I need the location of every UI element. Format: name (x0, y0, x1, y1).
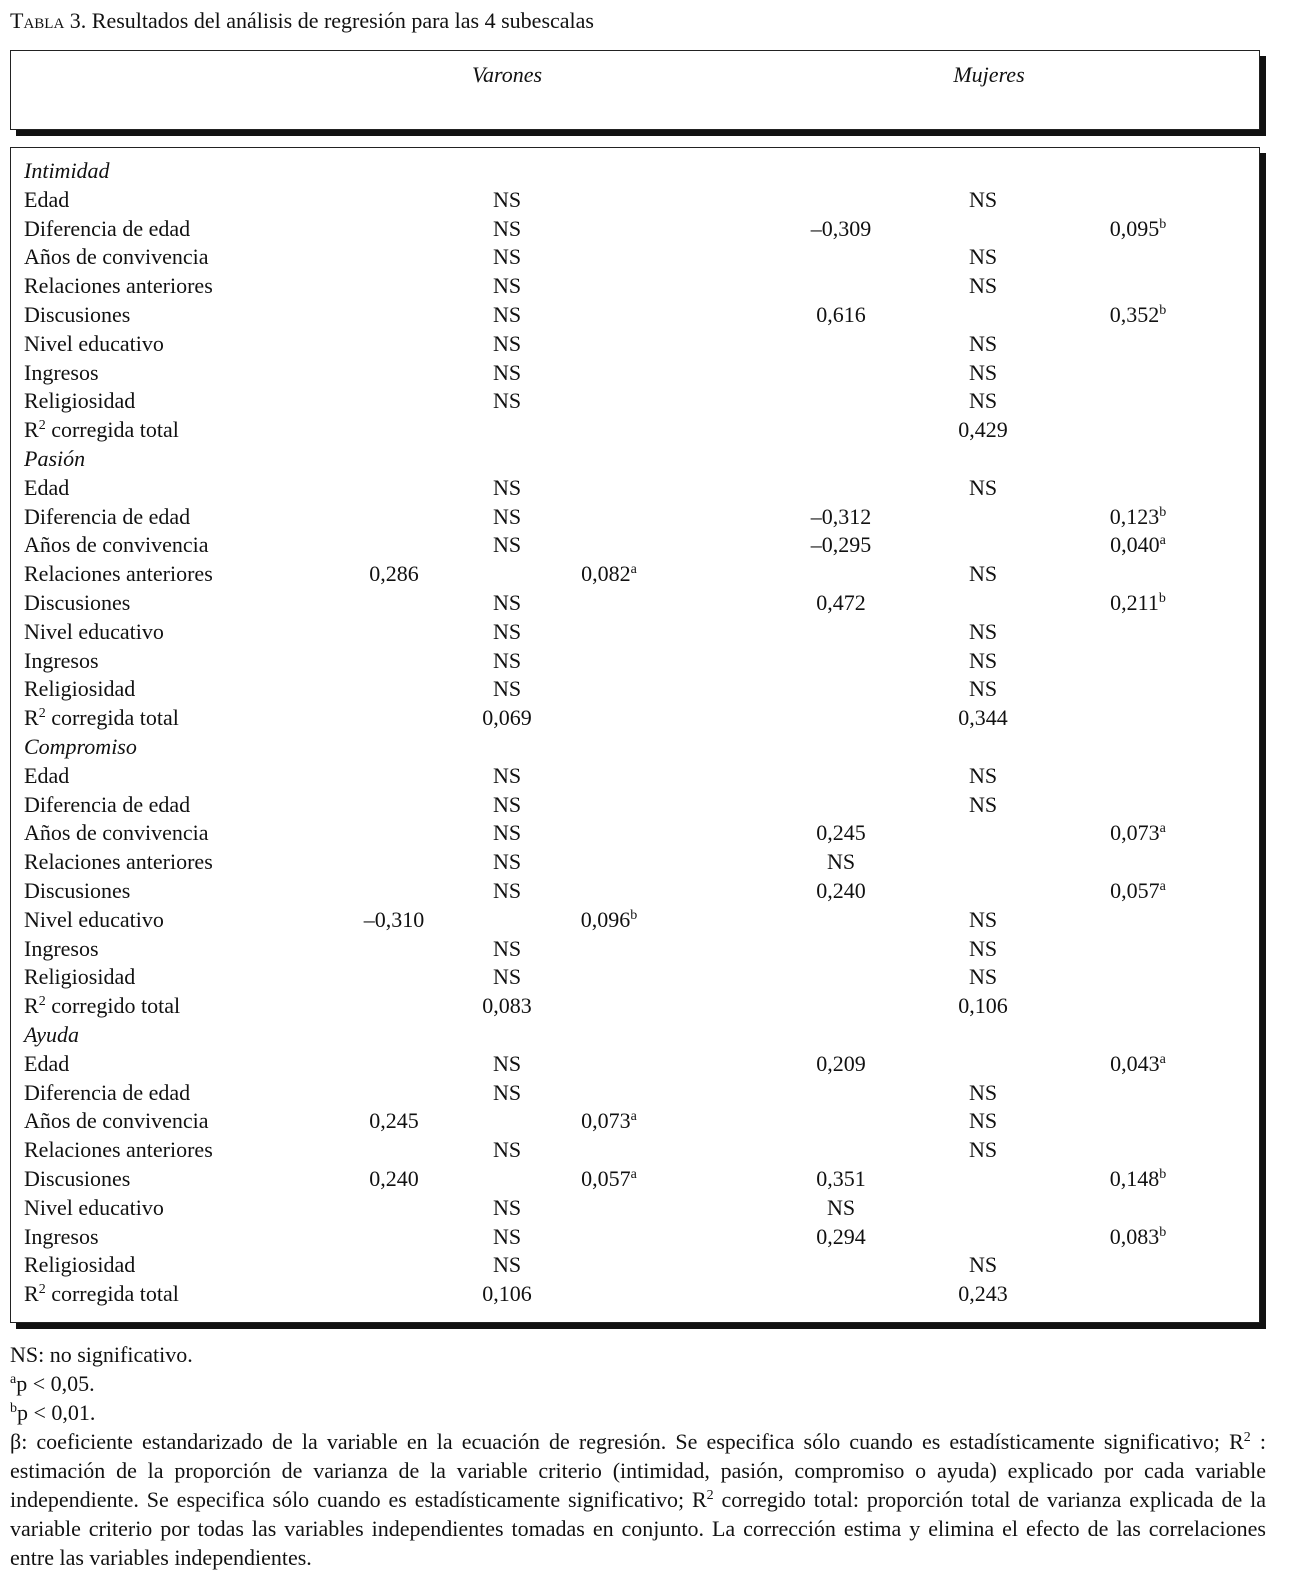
cell-v-ns: NS (492, 820, 522, 846)
row-label: Relaciones anteriores (24, 561, 213, 587)
row-label: Diferencia de edad (24, 791, 191, 817)
cell-m-r2: 0,352$^b$ (1109, 302, 1167, 327)
cell-m-ns: NS (968, 273, 998, 299)
cell-m-b: 0,351 (816, 1166, 866, 1191)
cell-m-ns: NS (968, 964, 998, 990)
table-row (11, 329, 1259, 358)
section-label: Pasión (24, 446, 86, 471)
table-row (11, 386, 1259, 415)
table-row (11, 588, 1259, 617)
cell-v-ns: NS (492, 1137, 522, 1163)
note-a: $^a$p < 0,05. (10, 1371, 95, 1396)
cell-m-b: NS (826, 849, 856, 875)
table-row (11, 358, 1259, 387)
cell-m-ns: NS (968, 906, 998, 932)
cell-m-ns: NS (968, 676, 998, 702)
row-label: Edad (24, 1050, 70, 1076)
row-label: Discusiones (24, 590, 131, 615)
cell-v-ns: 0,083 (482, 993, 532, 1019)
cell-m-ns: NS (968, 474, 998, 500)
cell-m-b: 0,472 (816, 590, 866, 615)
table-row (11, 502, 1259, 531)
row-label: Ingresos (24, 935, 99, 961)
table-row (11, 703, 1259, 732)
table-notes (10, 1340, 1266, 1572)
row-label: Religiosidad (24, 964, 136, 990)
cell-m-b: 0,240 (816, 878, 866, 903)
cell-v-b: –0,310 (363, 906, 425, 932)
cell-v-b: 0,245 (369, 1108, 419, 1134)
cell-v-ns: NS (492, 532, 522, 558)
table-body (10, 147, 1260, 1323)
cell-v-r2: 0,096$^b$ (580, 906, 638, 932)
cell-m-r2: 0,043$^a$ (1110, 1050, 1166, 1076)
table-row (11, 1279, 1259, 1308)
row-label: Nivel educativo (24, 330, 164, 356)
cell-m-ns: NS (968, 561, 998, 587)
cell-v-ns: 0,106 (482, 1281, 532, 1307)
row-label: Ingresos (24, 647, 99, 673)
cell-v-ns: NS (492, 762, 522, 788)
row-label: Edad (24, 474, 70, 500)
cell-v-ns: NS (492, 1050, 522, 1076)
table-row (11, 1049, 1259, 1078)
cell-m-ns: NS (968, 359, 998, 385)
table-caption-label: Tabla 3. (10, 8, 87, 33)
cell-v-r2: 0,082$^a$ (581, 561, 637, 587)
cell-m-b: 0,616 (816, 302, 866, 327)
cell-v-ns: NS (492, 273, 522, 299)
cell-v-ns: NS (492, 503, 522, 529)
table-row (11, 790, 1259, 819)
cell-v-ns: NS (492, 647, 522, 673)
table-row (11, 1078, 1259, 1107)
table-row (11, 962, 1259, 991)
section-row (11, 156, 1259, 185)
cell-v-ns: NS (492, 878, 522, 903)
note-definitions: β: coeficiente estandarizado de la variable en la ecuación de regresión. Se especifica sólo cuando es estadísticamente significativo; $R^2$ : estimación de la proporción de varianza de la variable criterio (intimidad, pasión, compromiso o ayuda) explicado por cada variable independiente. Se especifica sólo cuando es estadísticamente significativo; $R^2$ corregido total: proporción total de varianza explicada de la variable criterio por todas las variables independientes tomadas en conjunto. La corrección estima y elimina el efecto de las correlaciones entre las variables independientes. (10, 1429, 1267, 1570)
cell-m-ns: NS (968, 618, 998, 644)
table-row (11, 761, 1259, 790)
table-row (11, 1193, 1259, 1222)
cell-v-ns: NS (492, 215, 522, 241)
table-row (11, 415, 1259, 444)
cell-v-ns: 0,069 (482, 705, 532, 731)
table-row (11, 905, 1259, 934)
cell-m-b: 0,294 (816, 1223, 866, 1249)
cell-m-r2: 0,123$^b$ (1109, 503, 1167, 529)
cell-m-ns: NS (968, 244, 998, 270)
row-label: Religiosidad (24, 676, 136, 702)
table-row (11, 617, 1259, 646)
cell-m-r2: 0,040$^a$ (1110, 532, 1166, 558)
row-label: Edad (24, 762, 70, 788)
row-label: Nivel educativo (24, 906, 164, 932)
row-label: Relaciones anteriores (24, 273, 213, 299)
row-label: Años de convivencia (24, 244, 209, 270)
table-row (11, 214, 1259, 243)
table-caption (10, 8, 594, 34)
row-label: $R^2$ corregida total (24, 1281, 179, 1307)
cell-m-r2: 0,057$^a$ (1110, 878, 1166, 903)
table-row (11, 876, 1259, 905)
cell-v-ns: NS (492, 474, 522, 500)
cell-v-b: 0,286 (369, 561, 419, 587)
cell-m-ns: NS (968, 1252, 998, 1278)
note-r2-symbol: R (1229, 1429, 1244, 1454)
note-beta: β: coeficiente estandarizado de la variable en la ecuación de regresión. Se especifica sólo cuando es estadísticamente significativo; (10, 1429, 1220, 1454)
cell-v-ns: NS (492, 244, 522, 270)
row-label: Ingresos (24, 1223, 99, 1249)
table-row (11, 185, 1259, 214)
cell-m-ns: NS (968, 647, 998, 673)
section-label: Intimidad (24, 158, 110, 183)
table-row (11, 1106, 1259, 1135)
cell-v-ns: NS (492, 1223, 522, 1249)
cell-v-ns: NS (492, 964, 522, 990)
note-r2-part1: : estimación de la proporción de varianza de la variable criterio (intimidad, pasión, compromiso o ayuda) explicado por cada variable independiente. Se especifica sólo cuando es estadísticamente significativo; R (10, 1429, 1267, 1512)
cell-m-ns: NS (968, 935, 998, 961)
row-label: Diferencia de edad (24, 1079, 191, 1105)
table-row (11, 1222, 1259, 1251)
table-header (10, 50, 1260, 130)
cell-m-r2: 0,073$^a$ (1110, 820, 1166, 846)
cell-v-ns: NS (492, 388, 522, 414)
cell-v-ns: NS (492, 186, 522, 212)
cell-m-ns: 0,243 (958, 1281, 1008, 1307)
cell-v-ns: NS (492, 935, 522, 961)
cell-m-b: –0,309 (810, 215, 872, 241)
cell-m-ns: NS (968, 388, 998, 414)
section-row (11, 444, 1259, 473)
cell-m-ns: NS (968, 1108, 998, 1134)
table-row (11, 559, 1259, 588)
table-row (11, 242, 1259, 271)
cell-m-b: 0,245 (816, 820, 866, 846)
table-row (11, 1250, 1259, 1279)
table-row (11, 991, 1259, 1020)
row-label: $R^2$ corregida total (24, 417, 179, 443)
cell-v-ns: NS (492, 359, 522, 385)
cell-m-b: –0,295 (810, 532, 872, 558)
cell-v-r2: 0,057$^a$ (581, 1166, 637, 1191)
table-row (11, 847, 1259, 876)
table-row (11, 818, 1259, 847)
table-caption-text: Resultados del análisis de regresión para las 4 subescalas (91, 8, 594, 33)
cell-m-ns: NS (968, 1137, 998, 1163)
cell-v-ns: NS (492, 1194, 522, 1220)
cell-v-r2: 0,073$^a$ (581, 1108, 637, 1134)
table-row (11, 473, 1259, 502)
table-row (11, 530, 1259, 559)
note-b: $^b$p < 0,01. (10, 1400, 96, 1425)
row-label: Diferencia de edad (24, 215, 191, 241)
note-r2-part2: corregido total: proporción total de varianza explicada de la variable criterio por todas las variables independientes tomadas en conjunto. La corrección estima y elimina el efecto de las correlaciones entre las variables independientes. (10, 1487, 1267, 1570)
cell-m-ns: 0,106 (958, 993, 1008, 1019)
section-label: Compromiso (24, 734, 137, 759)
cell-m-b: NS (826, 1194, 856, 1220)
table-row (11, 646, 1259, 675)
cell-v-ns: NS (492, 618, 522, 644)
row-label: Años de convivencia (24, 820, 209, 846)
cell-m-r2: 0,148$^b$ (1109, 1166, 1167, 1191)
cell-v-ns: NS (492, 676, 522, 702)
table-row (11, 1135, 1259, 1164)
row-label: Discusiones (24, 1166, 131, 1191)
cell-m-ns: NS (968, 1079, 998, 1105)
row-label: Relaciones anteriores (24, 849, 213, 875)
row-label: Ingresos (24, 359, 99, 385)
row-label: Relaciones anteriores (24, 1137, 213, 1163)
section-row (11, 732, 1259, 761)
cell-v-b: 0,240 (369, 1166, 419, 1191)
table-row (11, 1164, 1259, 1193)
row-label: $R^2$ corregida total (24, 705, 179, 731)
cell-m-b: –0,312 (810, 503, 872, 529)
table-row (11, 934, 1259, 963)
cell-m-r2: 0,095$^b$ (1109, 215, 1167, 241)
table-row (11, 300, 1259, 329)
section-label: Ayuda (24, 1022, 79, 1047)
row-label: Religiosidad (24, 1252, 136, 1278)
cell-m-b: 0,209 (816, 1050, 866, 1076)
row-label: Nivel educativo (24, 618, 164, 644)
cell-m-ns: 0,344 (958, 705, 1008, 731)
column-header-mujeres: Mujeres (953, 62, 1025, 87)
cell-m-r2: 0,211$^b$ (1110, 590, 1166, 615)
row-label: Discusiones (24, 302, 131, 327)
row-label: Años de convivencia (24, 1108, 209, 1134)
cell-v-ns: NS (492, 1079, 522, 1105)
table-row (11, 271, 1259, 300)
cell-v-ns: NS (492, 849, 522, 875)
cell-m-ns: NS (968, 762, 998, 788)
cell-v-ns: NS (492, 791, 522, 817)
cell-m-ns: NS (968, 186, 998, 212)
row-label: Nivel educativo (24, 1194, 164, 1220)
cell-m-r2: 0,083$^b$ (1109, 1223, 1167, 1249)
cell-v-ns: NS (492, 1252, 522, 1278)
row-label: Discusiones (24, 878, 131, 903)
row-label: Años de convivencia (24, 532, 209, 558)
row-label: Diferencia de edad (24, 503, 191, 529)
table-row (11, 674, 1259, 703)
cell-v-ns: NS (492, 590, 522, 615)
column-header-varones: Varones (471, 62, 543, 87)
row-label: Edad (24, 186, 70, 212)
cell-m-ns: NS (968, 330, 998, 356)
cell-v-ns: NS (492, 330, 522, 356)
cell-m-ns: NS (968, 791, 998, 817)
row-label: $R^2$ corregido total (24, 993, 181, 1019)
row-label: Religiosidad (24, 388, 136, 414)
section-row (11, 1020, 1259, 1049)
cell-v-ns: NS (492, 302, 522, 327)
note-ns: NS: no significativo. (10, 1342, 193, 1367)
cell-m-ns: 0,429 (958, 417, 1008, 443)
